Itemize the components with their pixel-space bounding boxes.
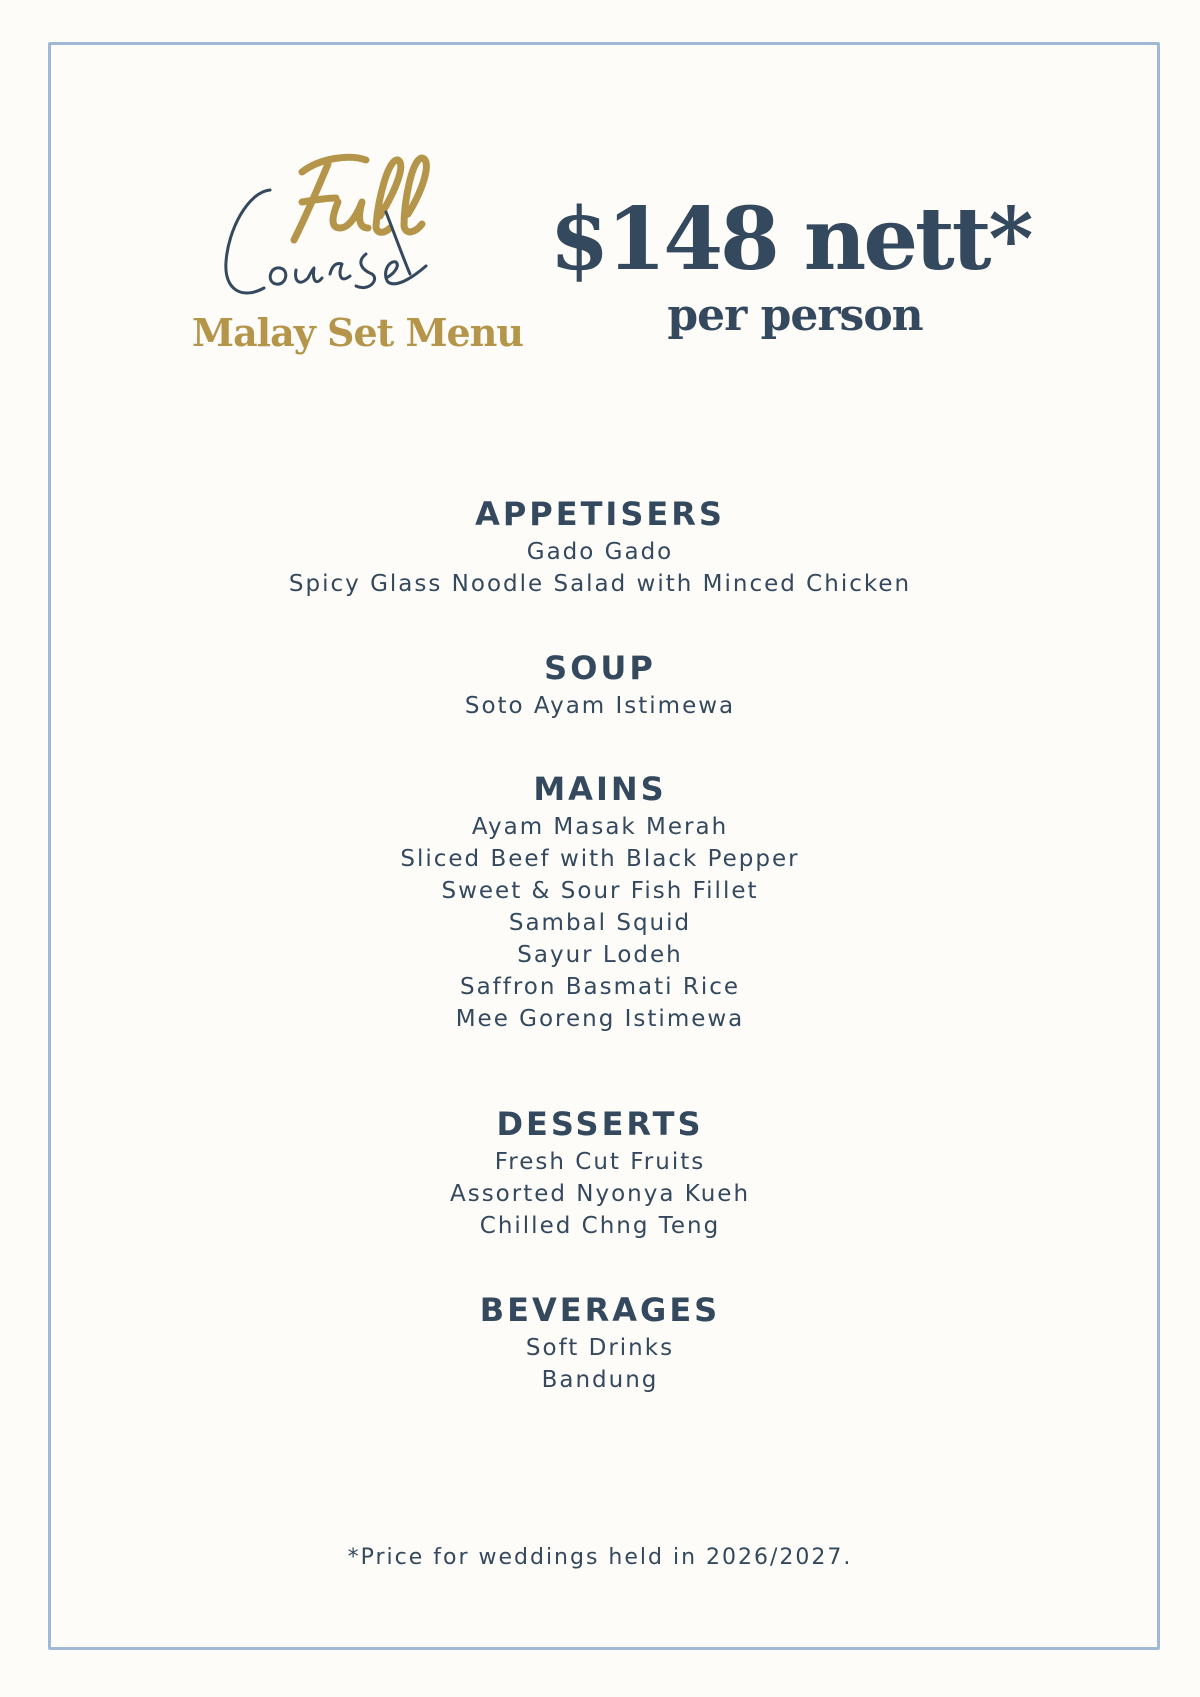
menu-item: Ayam Masak Merah: [471, 814, 729, 840]
section-title: SOUP: [544, 649, 656, 687]
menu-item: Soto Ayam Istimewa: [464, 693, 736, 719]
section-title: DESSERTS: [496, 1105, 704, 1143]
menu-item: Assorted Nyonya Kueh: [449, 1181, 751, 1207]
menu-item: Sliced Beef with Black Pepper: [400, 846, 800, 872]
section-desserts: [100, 1102, 1100, 1242]
price-amount: $148 nett*: [549, 189, 1031, 290]
menu-logo: [190, 150, 523, 370]
section-mains: [100, 767, 1100, 1035]
section-soup: [100, 646, 1100, 722]
menu-item: Soft Drinks: [525, 1335, 675, 1361]
menu-item: Saffron Basmati Rice: [459, 974, 741, 1000]
menu-item: Sweet & Sour Fish Fillet: [441, 878, 759, 904]
section-beverages: [100, 1288, 1100, 1396]
menu-item: Gado Gado: [526, 539, 674, 565]
section-title: BEVERAGES: [479, 1291, 721, 1329]
menu-item: Bandung: [541, 1367, 659, 1393]
price-footnote: *Price for weddings held in 2026/2027.: [347, 1545, 853, 1570]
section-appetisers: [100, 492, 1100, 600]
menu-list: [100, 492, 1100, 1396]
menu-item: Spicy Glass Noodle Salad with Minced Chicken: [288, 571, 912, 597]
menu-item: Mee Goreng Istimewa: [455, 1006, 745, 1032]
logo-script-lettering: [190, 150, 520, 310]
price-unit: per person: [667, 290, 923, 341]
logo-subtitle: Malay Set Menu: [192, 310, 523, 355]
menu-item: Sambal Squid: [508, 910, 692, 936]
menu-item: Sayur Lodeh: [517, 942, 683, 968]
price-block: [540, 188, 1040, 340]
menu-item: Chilled Chng Teng: [479, 1213, 721, 1239]
section-title: APPETISERS: [475, 495, 725, 533]
section-title: MAINS: [533, 770, 667, 808]
menu-item: Fresh Cut Fruits: [494, 1149, 706, 1175]
